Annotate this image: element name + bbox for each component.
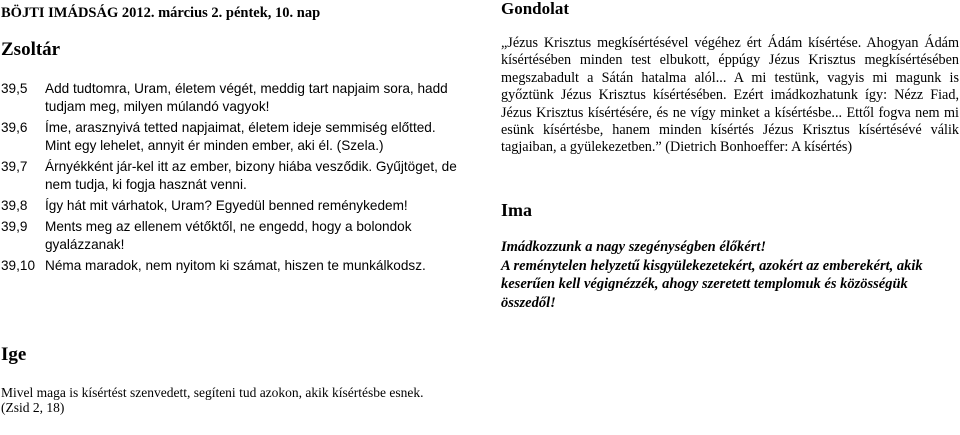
verse [1, 80, 461, 116]
verse-text: Néma maradok, nem nyitom ki számat, hiszen te munkálkodsz. [45, 258, 426, 273]
verse [1, 119, 461, 155]
ige-passage [1, 385, 471, 415]
verse-number: 39,10 [1, 258, 36, 273]
ima-line: A reménytelen helyzetű kisgyülekezetekért, azokért az emberekért, akik keserűen kell végignézzék, ahogy szeretett templomuk és közösségük összedől! [501, 257, 923, 311]
verse [1, 197, 461, 215]
psalm-verses [1, 80, 461, 278]
verse-number: 39,5 [1, 81, 28, 96]
ige-heading: Ige [1, 344, 27, 365]
gondolat-quote: „Jézus Krisztus megkísértésével végéhez ért Ádám kísértése. Ahogyan Ádám kísértésében minden test elbukott, éppúgy Jézus Krisztus megkísértésében megszabadult a Sátán hatalma alól... A mi testünk, vagyis mi magunk is győztünk Jézus Krisztus kísértésében. Ezért imádkozhatunk így: Nézz Fiad, Jézus Krisztus kísértésére, és ne vígy minket a kísértésbe... Ettől fogva nem mi esünk kísértésbe, hanem minden kísértés Jézus Krisztus kísértésévé válik tagjaiban, a gyülekezetben.” (Dietrich Bonhoeffer: A kísértés) [501, 35, 959, 156]
verse-text: Árnyékként jár-kel itt az ember, bizony hiába vesződik. Gyűjtöget, de nem tudja, ki fogja hasznát venni. [45, 159, 457, 192]
verse [1, 158, 461, 194]
verse-number: 39,7 [1, 159, 28, 174]
verse-number: 39,8 [1, 198, 28, 213]
gondolat-heading: Gondolat [501, 0, 570, 18]
ima-heading: Ima [501, 200, 532, 220]
zsoltar-heading: Zsoltár [1, 39, 61, 60]
verse [1, 257, 461, 275]
ige-verse-text: Mivel maga is kísértést szenvedett, segíteni tud azokon, akik kísértésbe esnek. [1, 385, 424, 400]
verse [1, 218, 461, 254]
verse-text: Így hát mit várhatok, Uram? Egyedül benned reménykedem! [45, 198, 408, 213]
page-header: BÖJTI IMÁDSÁG 2012. március 2. péntek, 10. nap [1, 5, 321, 21]
ima-prayer [501, 238, 956, 312]
verse-text: Add tudtomra, Uram, életem végét, meddig tart napjaim sora, hadd tudjam meg, milyen múlandó vagyok! [45, 81, 448, 114]
verse-text: Íme, arasznyivá tetted napjaimat, életem ideje semmiség előtted. Mint egy lehelet, annyit ér minden ember, aki él. (Szela.) [45, 120, 436, 153]
verse-number: 39,6 [1, 120, 28, 135]
ige-reference: (Zsid 2, 18) [1, 400, 65, 415]
verse-number: 39,9 [1, 219, 28, 234]
ima-line: Imádkozzunk a nagy szegénységben élőkért! [501, 239, 767, 255]
verse-text: Ments meg az ellenem vétőktől, ne engedd, hogy a bolondok gyalázzanak! [45, 219, 412, 252]
